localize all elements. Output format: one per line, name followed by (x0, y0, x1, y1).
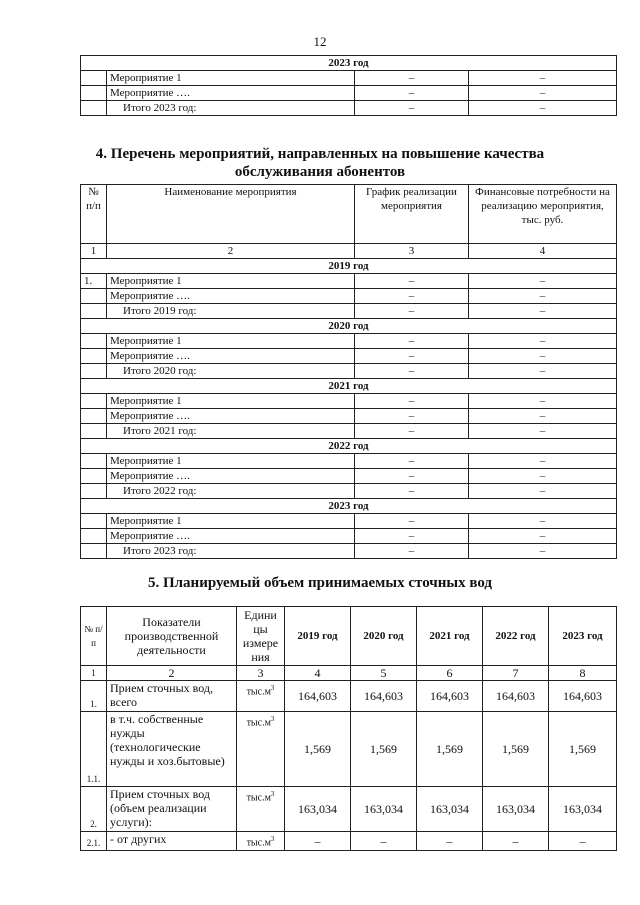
value-cell: 164,603 (417, 681, 483, 712)
header-year: 2022 год (483, 607, 549, 666)
unit-label (237, 787, 285, 832)
value-cell: – (549, 832, 617, 851)
unit-power: 3 (270, 790, 275, 798)
measure-name: Мероприятие …. (107, 289, 355, 304)
measure-finance: – (469, 529, 617, 544)
section4-title: 4. Перечень мероприятий, направленных на повышение качества обслуживания абонентов (95, 146, 545, 180)
measure-schedule: – (355, 334, 469, 349)
measure-finance: – (469, 274, 617, 289)
measure-name: Мероприятие 1 (107, 454, 355, 469)
measure-name: Мероприятие …. (107, 349, 355, 364)
unit-power: 3 (270, 684, 275, 692)
measure-schedule: – (355, 304, 469, 319)
year-row (81, 379, 617, 394)
value-cell: 163,034 (351, 787, 417, 832)
row-number: 1.1. (81, 712, 107, 787)
value-cell: 1,569 (351, 712, 417, 787)
table-row (81, 529, 617, 544)
row-number (81, 289, 107, 304)
measure-finance: – (469, 364, 617, 379)
table-row (81, 349, 617, 364)
header-schedule: График реализации мероприятия (355, 185, 469, 244)
year-label: 2019 год (81, 259, 617, 274)
measure-name: Мероприятие 1 (107, 394, 355, 409)
unit-text: тыс.м (246, 686, 271, 698)
table-row (81, 469, 617, 484)
row-number: 2.1. (81, 832, 107, 851)
unit-label (237, 712, 285, 787)
indicator-name: - от других (107, 832, 237, 851)
measure-name: Итого 2019 год: (107, 304, 355, 319)
table-header (81, 185, 617, 244)
value-cell: 163,034 (285, 787, 351, 832)
row-number (81, 424, 107, 439)
table-row (81, 409, 617, 424)
row-number (81, 394, 107, 409)
value-cell: 1,569 (483, 712, 549, 787)
value-cell: – (417, 832, 483, 851)
measure-schedule: – (355, 469, 469, 484)
row-number (81, 469, 107, 484)
value-cell: 1,569 (417, 712, 483, 787)
unit-text: тыс.м (246, 717, 271, 729)
unit-power: 3 (270, 835, 275, 843)
page-number: 12 (313, 34, 327, 49)
row-number (81, 514, 107, 529)
continuation-table (80, 55, 617, 116)
header-year: 2021 год (417, 607, 483, 666)
row-number: 1. (81, 681, 107, 712)
measure-name: Мероприятие 1 (107, 514, 355, 529)
table-row: Мероприятие 1 – – (81, 71, 617, 86)
table-row (81, 394, 617, 409)
unit-power: 3 (270, 715, 275, 723)
measure-name: Итого 2020 год: (107, 364, 355, 379)
measure-schedule: – (355, 409, 469, 424)
row-number (81, 529, 107, 544)
measure-finance: – (469, 544, 617, 559)
row-number (81, 304, 107, 319)
year-row (81, 259, 617, 274)
value-cell: – (483, 832, 549, 851)
header-year: 2023 год (549, 607, 617, 666)
table-row (81, 681, 617, 712)
unit-text: тыс.м (246, 792, 271, 804)
measure-finance: – (469, 409, 617, 424)
table-row (81, 289, 617, 304)
header-finance: Финансовые потребности на реализацию мероприятия, тыс. руб. (469, 185, 617, 244)
table-header (81, 607, 617, 666)
measure-finance: – (469, 334, 617, 349)
indicator-name: Прием сточных вод, всего (107, 681, 237, 712)
row-number: 1. (81, 274, 107, 289)
measure-finance: – (469, 304, 617, 319)
column-numbers-row: 1 2 3 4 5 6 7 8 (81, 666, 617, 681)
measure-schedule: – (355, 289, 469, 304)
column-numbers-row: 1 2 3 4 (81, 244, 617, 259)
year-row: 2023 год (81, 56, 617, 71)
header-indicator: Показатели производственной деятельности (107, 607, 237, 666)
year-label: 2022 год (81, 439, 617, 454)
measure-schedule: – (355, 544, 469, 559)
header-unit: Едини цы измере ния (237, 607, 285, 666)
header-num: № п/п (81, 607, 107, 666)
table-row (81, 334, 617, 349)
value-cell: 1,569 (285, 712, 351, 787)
measures-table (80, 184, 617, 559)
measure-schedule: – (355, 529, 469, 544)
measure-schedule: – (355, 349, 469, 364)
measure-name: Мероприятие …. (107, 409, 355, 424)
measure-name: Мероприятие …. (107, 529, 355, 544)
table-row: Мероприятие …. – – (81, 86, 617, 101)
measure-name: Мероприятие 1 (107, 274, 355, 289)
value-cell: 163,034 (483, 787, 549, 832)
table-row: Итого 2023 год: – – (81, 101, 617, 116)
table-row (81, 424, 617, 439)
table-row (81, 544, 617, 559)
measure-schedule: – (355, 424, 469, 439)
measure-finance: – (469, 394, 617, 409)
measure-finance: – (469, 454, 617, 469)
year-row (81, 439, 617, 454)
table-row (81, 454, 617, 469)
measure-name: Итого 2021 год: (107, 424, 355, 439)
measure-name: Мероприятие …. (107, 469, 355, 484)
header-name: Наименование мероприятия (107, 185, 355, 244)
row-number (81, 544, 107, 559)
measure-name: Итого 2023 год: (107, 544, 355, 559)
measure-schedule: – (355, 514, 469, 529)
header-num: № п/п (81, 185, 107, 244)
measure-finance: – (469, 289, 617, 304)
unit-label (237, 832, 285, 851)
unit-text: тыс.м (246, 837, 271, 849)
year-row (81, 499, 617, 514)
table-row (81, 304, 617, 319)
measure-finance: – (469, 484, 617, 499)
table-row (81, 712, 617, 787)
header-year: 2019 год (285, 607, 351, 666)
value-cell: 164,603 (285, 681, 351, 712)
value-cell: 164,603 (483, 681, 549, 712)
row-number (81, 454, 107, 469)
measure-finance: – (469, 424, 617, 439)
table-row (81, 787, 617, 832)
row-number (81, 334, 107, 349)
measure-finance: – (469, 514, 617, 529)
value-cell: 163,034 (417, 787, 483, 832)
row-number (81, 484, 107, 499)
value-cell: – (351, 832, 417, 851)
measure-schedule: – (355, 364, 469, 379)
table-row (81, 364, 617, 379)
table-row (81, 832, 617, 851)
measure-name: Мероприятие 1 (107, 334, 355, 349)
measure-schedule: – (355, 394, 469, 409)
measure-finance: – (469, 469, 617, 484)
value-cell: 1,569 (549, 712, 617, 787)
year-label: 2023 год (81, 499, 617, 514)
value-cell: 164,603 (351, 681, 417, 712)
row-number: 2. (81, 787, 107, 832)
measure-name: Итого 2022 год: (107, 484, 355, 499)
value-cell: – (285, 832, 351, 851)
indicator-name: в т.ч. собственные нужды (технологические нужды и хоз.бытовые) (107, 712, 237, 787)
value-cell: 163,034 (549, 787, 617, 832)
row-number (81, 364, 107, 379)
year-label: 2020 год (81, 319, 617, 334)
measure-schedule: – (355, 484, 469, 499)
table-row (81, 514, 617, 529)
section5-title: 5. Планируемый объем принимаемых сточных вод (147, 575, 493, 591)
table-row (81, 484, 617, 499)
header-year: 2020 год (351, 607, 417, 666)
row-number (81, 409, 107, 424)
unit-label (237, 681, 285, 712)
year-label: 2021 год (81, 379, 617, 394)
wastewater-table (80, 606, 617, 851)
measure-schedule: – (355, 454, 469, 469)
measure-schedule: – (355, 274, 469, 289)
value-cell: 164,603 (549, 681, 617, 712)
indicator-name: Прием сточных вод (объем реализации услуги): (107, 787, 237, 832)
row-number (81, 349, 107, 364)
measure-finance: – (469, 349, 617, 364)
year-row (81, 319, 617, 334)
table-row (81, 274, 617, 289)
